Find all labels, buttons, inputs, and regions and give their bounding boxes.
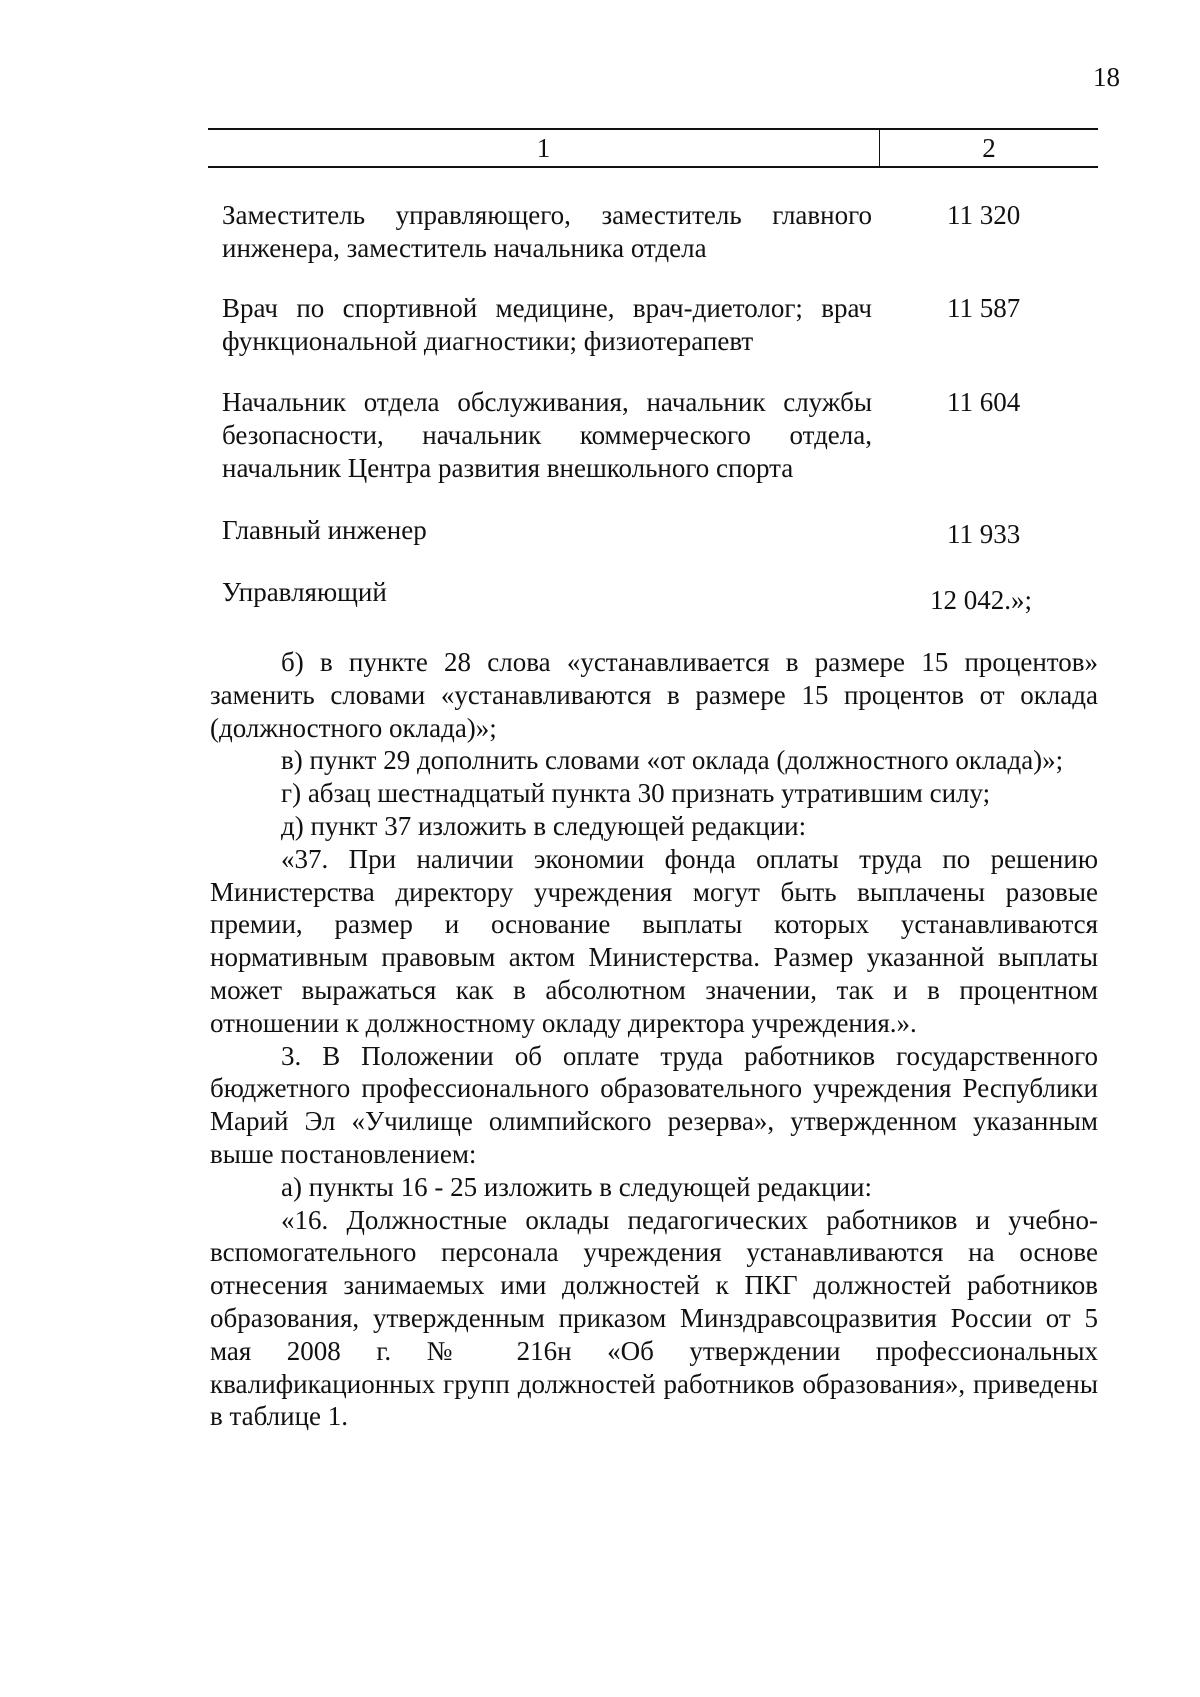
table-row	[222, 199, 1098, 265]
paragraph: в) пункт 29 дополнить словами «от оклада (должностного оклада)»;	[281, 745, 1064, 776]
table-row	[222, 292, 1098, 358]
row-salary: 11 320	[947, 200, 1021, 230]
paragraph: 3. В Положении об оплате труда работников государственного бюджетного профессионального образовательного учреждения Республики Марий Эл «Училище олимпийского резерва», утвержденном указанным выше постановлением:	[210, 1040, 1098, 1169]
row-position: Врач по спортивной медицине, врач-диетолог; врач функциональной диагностики; физиотерапевт	[222, 293, 872, 356]
row-salary: 11 587	[947, 293, 1021, 323]
table-row	[222, 576, 1098, 615]
table-row	[222, 386, 1098, 485]
row-position: Начальник отдела обслуживания, начальник службы безопасности, начальник коммерческого отдела, начальник Центра развития внешкольного спорта	[222, 387, 872, 483]
table-header-col1: 1	[208, 130, 880, 166]
paragraph: б) в пункте 28 слова «устанавливается в размере 15 процентов» заменить словами «устанавливаются в размере 15 процентов от оклада (должностного оклада)»;	[210, 647, 1098, 743]
row-position: Управляющий	[222, 577, 387, 607]
table-row	[222, 514, 1098, 547]
table-header-col2: 2	[982, 133, 996, 163]
body-text	[210, 646, 1098, 1433]
paragraph: «37. При наличии экономии фонда оплаты труда по решению Министерства директору учреждения могут быть выплачены разовые премии, размер и основание выплаты которых устанавливаются нормативным правовым актом Министерства. Размер указанной выплаты может выражаться как в абсолютном значении, так и в процентном отношении к должностному окладу директора учреждения.».	[210, 843, 1098, 1038]
paragraph: г) абзац шестнадцатый пункта 30 признать утратившим силу;	[281, 778, 991, 809]
paragraph: д) пункт 37 изложить в следующей редакции:	[281, 810, 807, 841]
row-position: Заместитель управляющего, заместитель главного инженера, заместитель начальника отдела	[222, 200, 872, 263]
paragraph: «16. Должностные оклады педагогических работников и учебно-вспомогательного персонала учреждения устанавливаются на основе отнесения занимаемых ими должностей к ПКГ должностей работников образования, утвержденным приказом Минздравсоцразвития России от 5 мая 2008 г. № 216н «Об утверждении профессиональных квалификационных групп должностей работников образования», приведены в таблице 1.	[210, 1204, 1098, 1432]
table-header	[208, 128, 1098, 168]
paragraph: а) пункты 16 - 25 изложить в следующей редакции:	[281, 1171, 872, 1202]
row-salary: 11 604	[947, 387, 1021, 417]
row-salary: 12 042.»;	[930, 585, 1033, 615]
row-salary: 11 933	[947, 519, 1021, 549]
row-position: Главный инженер	[222, 515, 427, 545]
page-number: 18	[1093, 62, 1120, 92]
